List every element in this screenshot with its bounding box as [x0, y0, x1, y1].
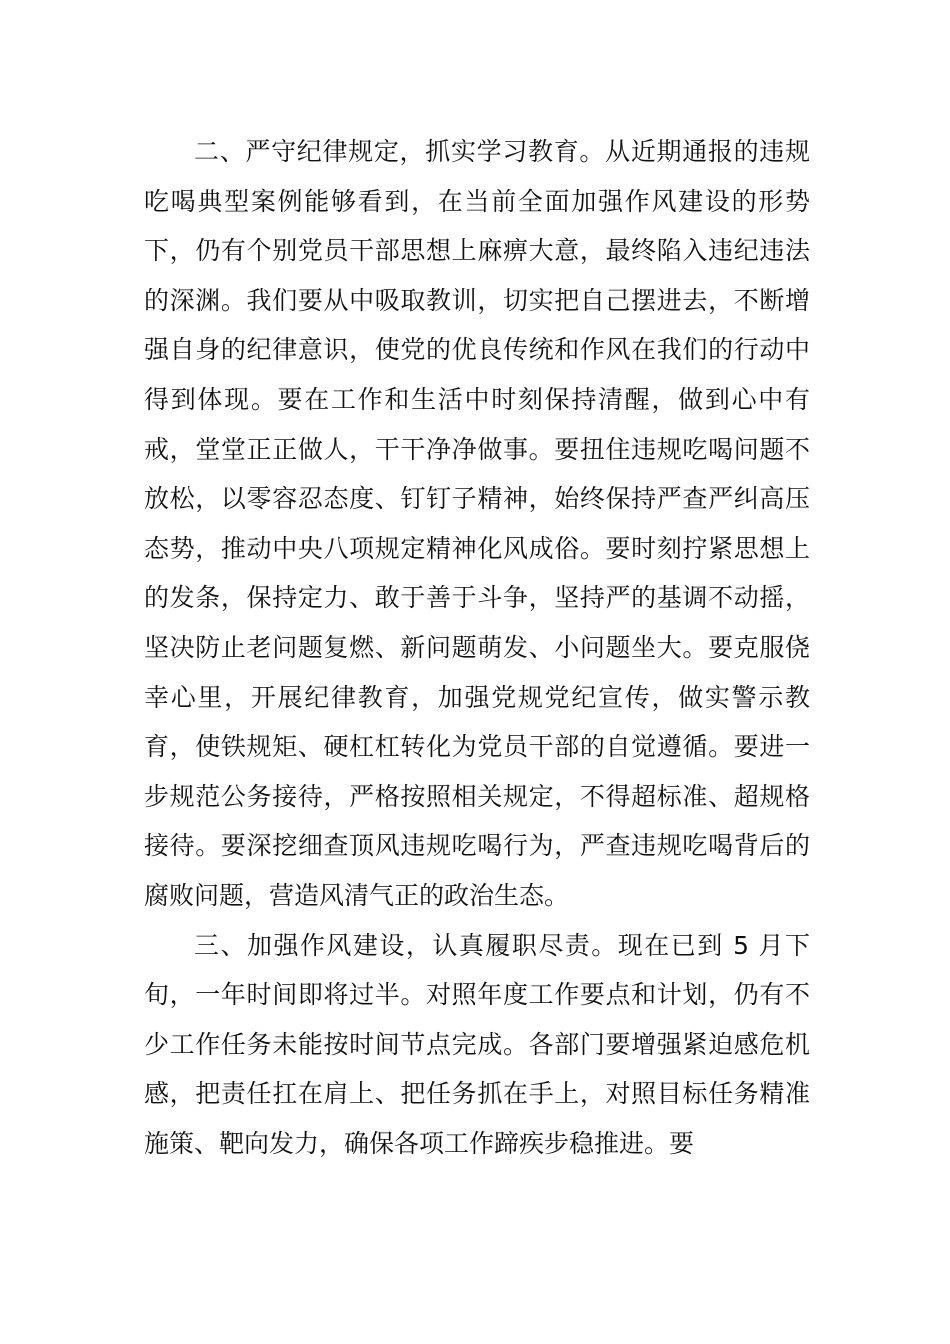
- paragraph-section-two: 二、严守纪律规定，抓实学习教育。从近期通报的违规吃喝典型案例能够看到，在当前全面加强作风建设的形势下，仍有个别党员干部思想上麻痹大意，最终陷入违纪违法的深渊。我们要从中吸取教训，切实把自己摆进去，不断增强自身的纪律意识，使党的优良传统和作风在我们的行动中得到体现。要在工作和生活中时刻保持清醒，做到心中有戒，堂堂正正做人，干干净净做事。要扭住违规吃喝问题不放松，以零容忍态度、钉钉子精神，始终保持严查严纠高压态势，推动中央八项规定精神化风成俗。要时刻拧紧思想上的发条，保持定力、敢于善于斗争，坚持严的基调不动摇，坚决防止老问题复燃、新问题萌发、小问题坐大。要克服侥幸心里，开展纪律教育，加强党规党纪宣传，做实警示教育，使铁规矩、硬杠杠转化为党员干部的自觉遵循。要进一步规范公务接待，严格按照相关规定，不得超标准、超规格接待。要深挖细查顶风违规吃喝行为，严查违规吃喝背后的腐败问题，营造风清气正的政治生态。: [144, 137, 810, 910]
- paragraph-section-three: 三、加强作风建设，认真履职尽责。现在已到 5 月下旬，一年时间即将过半。对照年度工作要点和计划，仍有不少工作任务未能按时间节点完成。各部门要增强紧迫感危机感，把责任扛在肩上、把任务抓在手上，对照目标任务精准施策、靶向发力，确保各项工作蹄疾步稳推进。要: [144, 930, 810, 1158]
- document-body: [144, 127, 810, 1168]
